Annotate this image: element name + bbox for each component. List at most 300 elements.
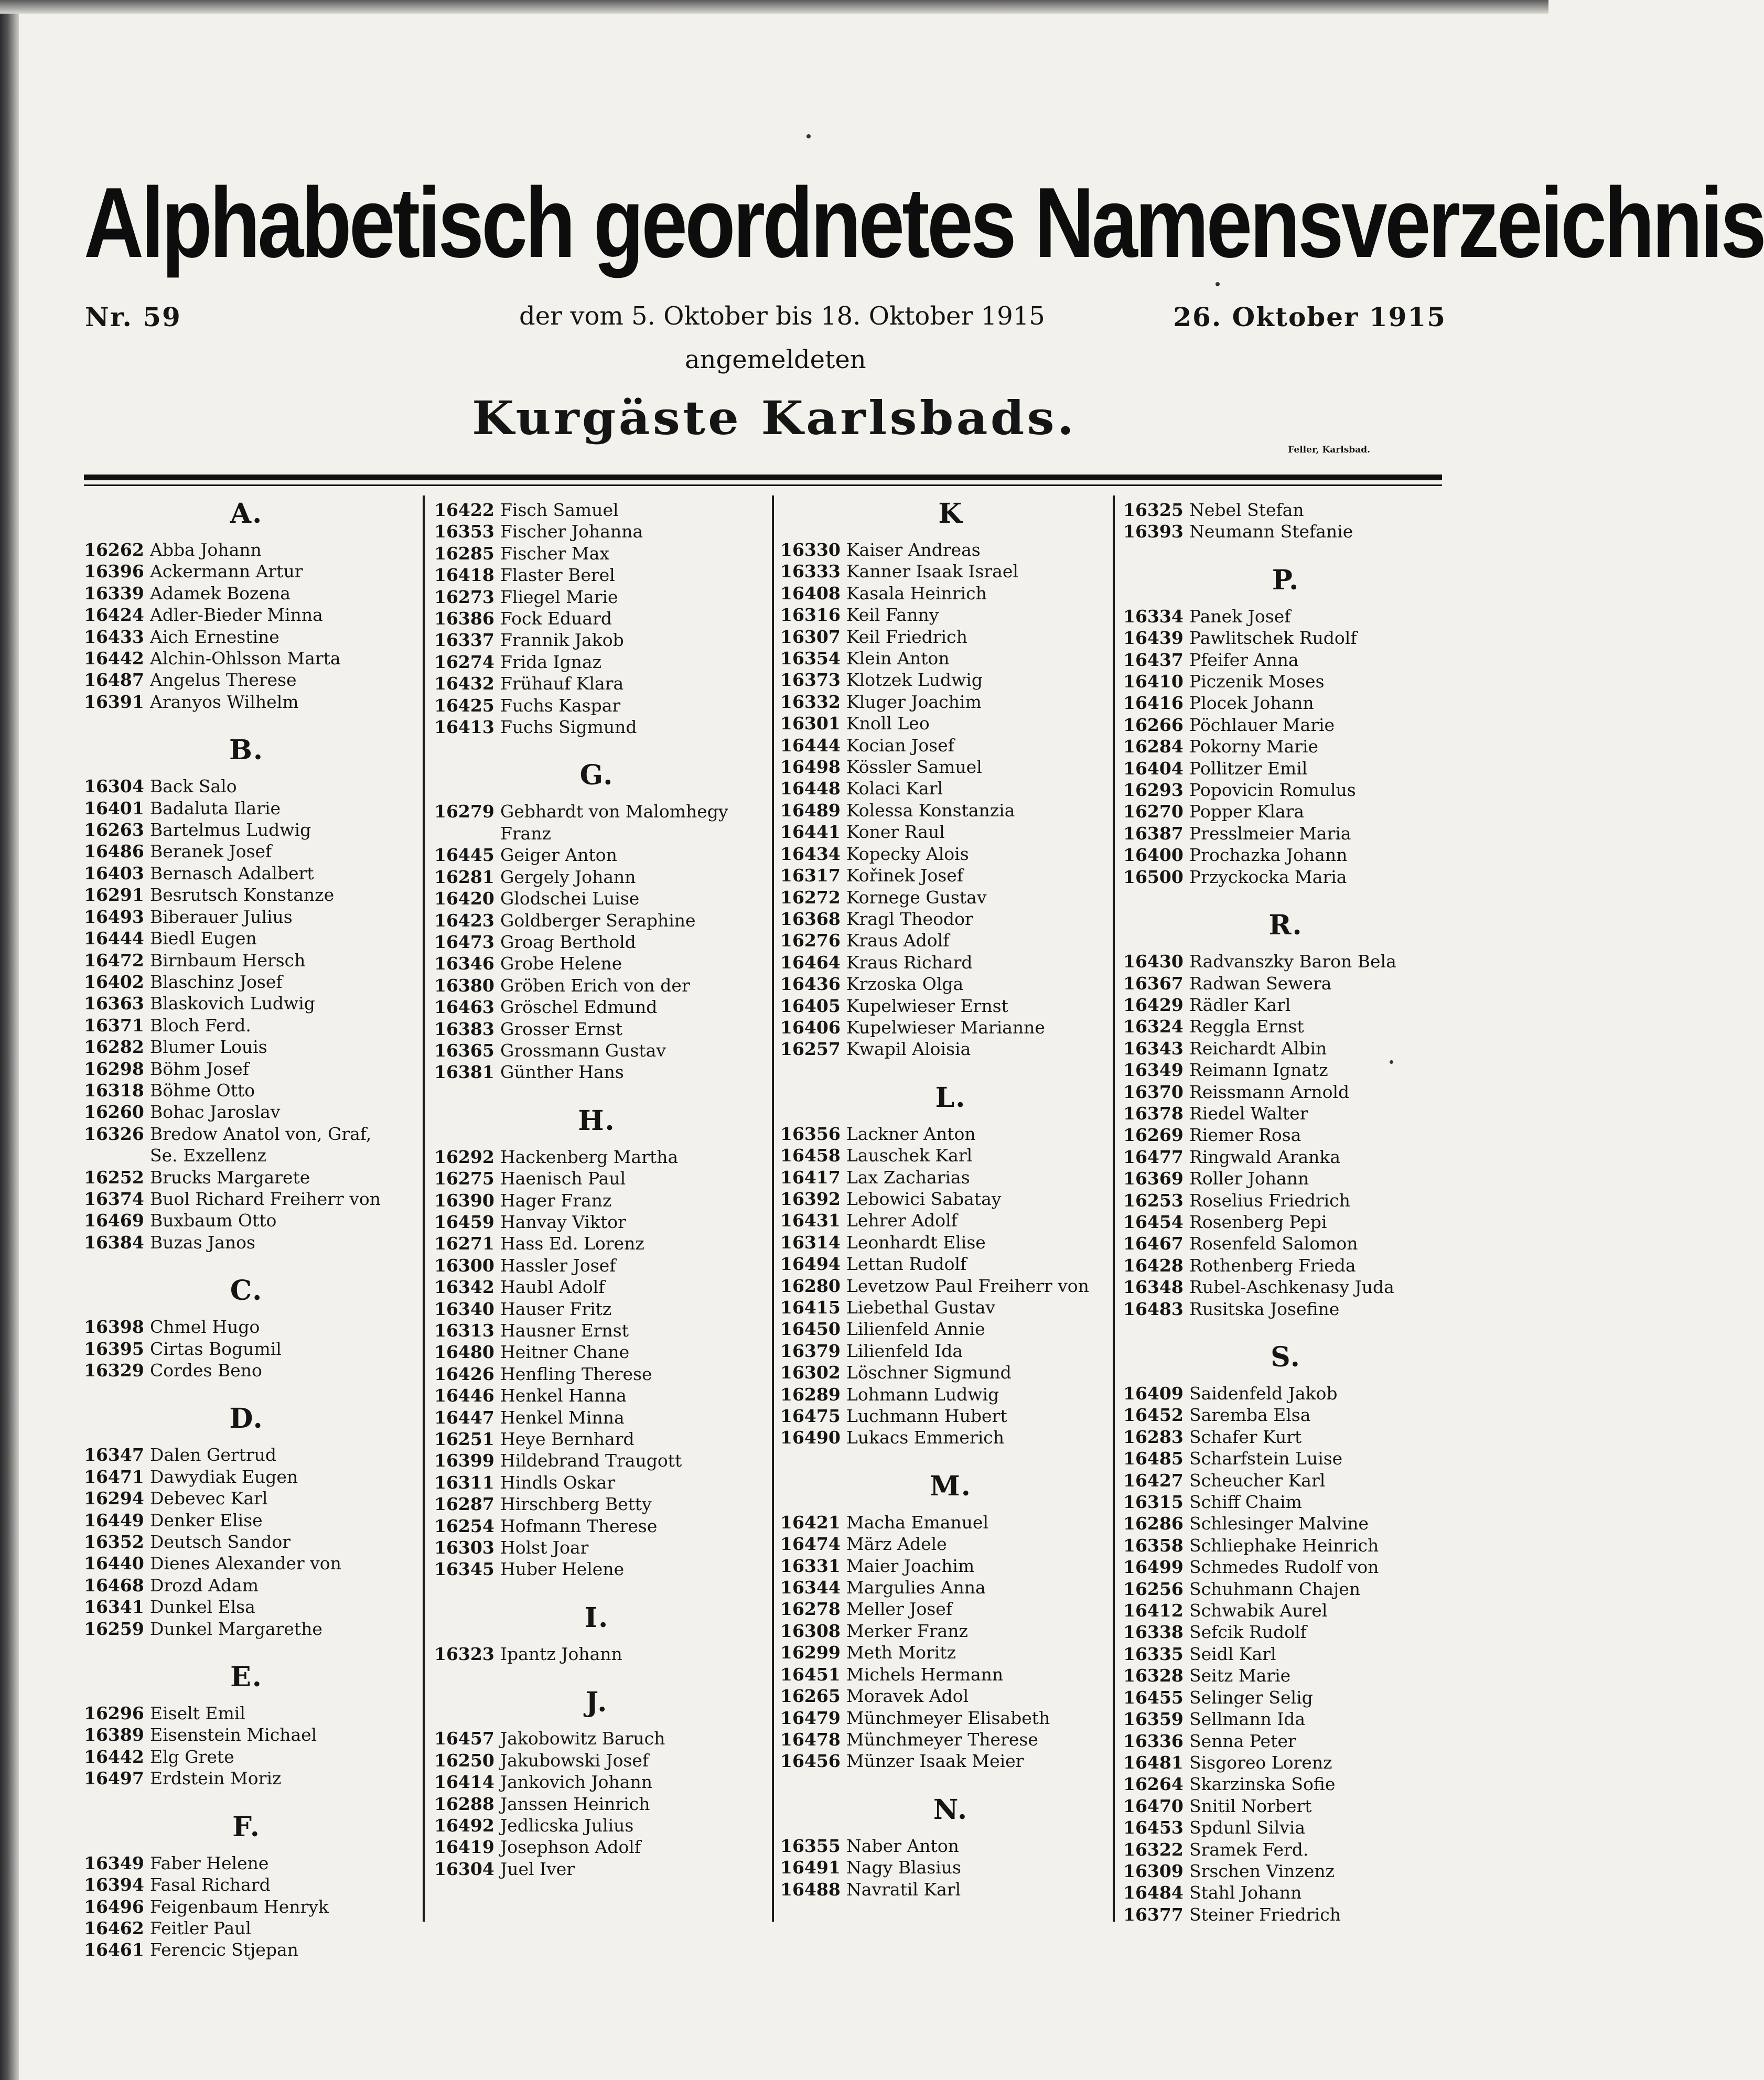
guest-entry [434,931,759,953]
guest-name: Hausner Ernst [500,1320,629,1341]
guest-name: Debevec Karl [150,1488,268,1509]
ink-speck [806,134,811,138]
guest-entry [780,1340,1121,1362]
guest-name: Chmel Hugo [150,1317,260,1338]
guest-number: 16421 [780,1512,841,1533]
guest-number: 16294 [84,1488,144,1509]
guest-entry [1123,1190,1448,1211]
guest-name: Pöchlauer Marie [1189,714,1335,735]
guest-name: Jedlicska Julius [500,1815,634,1836]
header-rule [84,475,1442,480]
guest-name: Fliegel Marie [500,586,618,607]
guest-entry [84,1702,409,1724]
guest-name: Dawydiak Eugen [150,1466,298,1487]
guest-name: Schlesinger Malvine [1189,1513,1369,1534]
guest-entry [1123,779,1448,801]
guest-name: Srschen Vinzenz [1189,1860,1335,1881]
guest-number: 16272 [780,887,841,908]
guest-number: 16422 [434,500,494,520]
guest-entry [780,1620,1121,1642]
guest-name: Besrutsch Konstanze [150,885,335,906]
guest-entry [780,1835,1121,1857]
guest-name: Fischer Johanna [500,521,643,542]
guest-entry [434,1190,759,1211]
guest-number: 16322 [1123,1839,1184,1860]
guest-name: Kasala Heinrich [846,583,987,603]
guest-entry [1123,1426,1448,1448]
guest-number: 16392 [780,1188,841,1209]
guest-name: Münzer Isaak Meier [846,1751,1024,1772]
guest-number: 16414 [434,1772,494,1793]
guest-number: 16264 [1123,1774,1184,1795]
guest-name: Eiselt Emil [150,1703,245,1724]
guest-entry [780,1384,1121,1405]
guest-number: 16452 [1123,1405,1184,1426]
guest-name: Navratil Karl [846,1879,961,1900]
guest-number: 16464 [780,952,841,973]
guest-name: Klein Anton [846,648,950,669]
guest-name: Reissmann Arnold [1189,1081,1350,1102]
guest-number: 16377 [1123,1904,1184,1925]
guest-name: Presslmeier Maria [1189,823,1351,844]
guest-number: 16398 [84,1317,144,1338]
guest-name: Fasal Richard [150,1874,271,1895]
guest-number: 16289 [780,1384,841,1405]
guest-number: 16394 [84,1874,144,1895]
guest-entry [780,1685,1121,1707]
guest-number: 16250 [434,1750,494,1771]
guest-entry [780,930,1121,951]
guest-entry [434,1728,759,1749]
guest-entry [434,1643,759,1665]
guest-name: Fuchs Kaspar [500,695,621,716]
guest-entry [434,499,759,521]
name-column-1 [84,499,409,1961]
guest-name: Cirtas Bogumil [150,1338,282,1359]
guest-entry [1123,1687,1448,1708]
guest-name: Hauser Fritz [500,1298,612,1319]
guest-entry [780,1857,1121,1878]
guest-name: Henkel Minna [500,1407,625,1428]
guest-number: 16439 [1123,628,1184,649]
guest-number: 16378 [1123,1103,1184,1124]
guest-number: 16334 [1123,606,1184,627]
guest-name: Sellmann Ida [1189,1709,1306,1730]
guest-entry [434,586,759,608]
guest-name: Schliephake Heinrich [1189,1535,1379,1556]
section-letter: M. [930,1470,972,1502]
guest-number: 16402 [84,971,144,992]
guest-number: 16487 [84,670,144,691]
guest-entry [84,863,409,884]
guest-number: 16430 [1123,951,1184,972]
guest-entry [84,1080,409,1101]
guest-entry [780,843,1121,865]
guest-name: Kocian Josef [846,735,954,756]
guest-name: Pollitzer Emil [1189,758,1308,779]
guest-name: Badaluta Ilarie [150,797,281,818]
guest-entry [780,1664,1121,1685]
guest-entry [780,887,1121,908]
guest-name: Dunkel Margarethe [150,1618,322,1639]
scan-edge-top [0,0,1548,14]
guest-name: Popovicin Romulus [1189,780,1356,801]
guest-name: Kolessa Konstanzia [846,800,1015,821]
guest-entry [434,844,759,866]
guest-entry [780,1297,1121,1318]
guest-number: 16437 [1123,649,1184,670]
guest-entry [434,1493,759,1515]
guest-name: Seidl Karl [1189,1643,1276,1664]
guest-name: Feigenbaum Henryk [150,1896,329,1917]
guest-entry [1123,1795,1448,1817]
guest-number: 16412 [1123,1600,1184,1621]
guest-number: 16404 [1123,758,1184,779]
guest-number: 16257 [780,1039,841,1060]
guest-entry [84,604,409,626]
section-letter: D. [229,1403,264,1435]
guest-name: Fuchs Sigmund [500,717,637,738]
guest-number: 16426 [434,1363,494,1384]
guest-entry [780,1210,1121,1231]
guest-name: Lauschek Karl [846,1145,973,1166]
guest-entry [1123,627,1448,649]
guest-number: 16309 [1123,1860,1184,1881]
guest-number: 16390 [434,1190,494,1211]
guest-entry [434,1771,759,1793]
guest-number: 16454 [1123,1211,1184,1232]
guest-number: 16383 [434,1018,494,1039]
guest-entry [84,819,409,840]
guest-number: 16445 [434,845,494,866]
guest-number: 16301 [780,713,841,734]
guest-entry [434,629,759,651]
guest-name: Radwan Sewera [1189,973,1332,994]
guest-entry [84,1036,409,1058]
name-column-2 [434,499,759,1880]
guest-entry [84,1123,409,1145]
guest-entry [84,691,409,713]
section-letter: C. [230,1275,263,1307]
guest-number: 16346 [434,953,494,974]
guest-entry [84,1768,409,1789]
guest-entry [780,1318,1121,1340]
section-letter: H. [578,1104,616,1137]
guest-name: Riedel Walter [1189,1103,1308,1124]
guest-number: 16263 [84,820,144,840]
guest-name: Holst Joar [500,1537,589,1558]
guest-number: 16488 [780,1879,841,1900]
guest-name: Lukacs Emmerich [846,1427,1005,1448]
guest-number: 16353 [434,521,494,542]
guest-entry [1123,1643,1448,1665]
guest-number: 16500 [1123,866,1184,887]
guest-entry [780,756,1121,778]
guest-name: Back Salo [150,776,237,797]
guest-number: 16265 [780,1686,841,1707]
guest-name: Grobe Helene [500,953,622,974]
guest-name: Juel Iver [500,1858,575,1879]
guest-number: 16371 [84,1015,144,1036]
guest-name: Lettan Rudolf [846,1254,967,1275]
guest-name: Lebowici Sabatay [846,1188,1002,1209]
guest-number: 16269 [1123,1125,1184,1146]
guest-entry [780,561,1121,582]
guest-number: 16485 [1123,1448,1184,1469]
guest-number: 16358 [1123,1535,1184,1556]
guest-number: 16298 [84,1058,144,1079]
guest-entry [84,971,409,993]
guest-name: Aranyos Wilhelm [150,691,299,712]
guest-entry [434,1341,759,1363]
guest-name: Bloch Ferd. [150,1015,251,1036]
guest-number: 16478 [780,1729,841,1750]
guest-entry [1123,1491,1448,1513]
guest-entry [1123,1621,1448,1643]
section-letter: S. [1271,1341,1301,1373]
guest-number: 16419 [434,1837,494,1858]
guest-number: 16311 [434,1472,494,1493]
guest-entry [780,1145,1121,1166]
section-letter: P. [1272,564,1300,596]
guest-entry [1123,758,1448,779]
guest-entry [1123,649,1448,671]
guest-number: 16486 [84,841,144,862]
guest-name: Huber Helene [500,1559,625,1580]
guest-entry [84,1360,409,1381]
guest-number: 16384 [84,1232,144,1253]
guest-number: 16493 [84,906,144,927]
guest-number: 16475 [780,1406,841,1427]
guest-entry [84,1510,409,1531]
guest-entry [84,1444,409,1465]
guest-name: Hildebrand Traugott [500,1450,682,1471]
guest-number: 16354 [780,648,841,669]
guest-number: 16399 [434,1450,494,1471]
subtitle-dates: der vom 5. Oktober bis 18. Oktober 1915 [519,301,1045,331]
guest-name: Haubl Adolf [500,1277,605,1298]
guest-number: 16497 [84,1768,144,1789]
guest-number: 16387 [1123,823,1184,844]
guest-name: Kořinek Josef [846,865,964,886]
guest-entry [1123,1276,1448,1298]
guest-number: 16266 [1123,714,1184,735]
guest-entry [434,1537,759,1558]
guest-name: Prochazka Johann [1189,845,1348,866]
guest-number: 16293 [1123,780,1184,801]
guest-number: 16331 [780,1555,841,1576]
guest-name: Bohac Jaroslav [150,1102,281,1123]
guest-number: 16343 [1123,1038,1184,1059]
guest-name: Plocek Johann [1189,693,1314,714]
guest-name: Grossmann Gustav [500,1040,666,1061]
guest-number: 16275 [434,1168,494,1189]
guest-entry [780,1577,1121,1598]
guest-number: 16369 [1123,1168,1184,1189]
guest-name: Geiger Anton [500,845,617,866]
section-letter: B. [229,734,264,767]
guest-number: 16365 [434,1040,494,1061]
guest-entry [1123,1298,1448,1320]
guest-number: 16415 [780,1297,841,1318]
guest-number: 16355 [780,1835,841,1856]
guest-name: Stahl Johann [1189,1882,1302,1903]
guest-name: Gröschel Edmund [500,997,658,1018]
guest-name: Böhme Otto [150,1080,255,1101]
guest-name: Glodschei Luise [500,888,640,909]
guest-name: Josephson Adolf [500,1837,641,1858]
name-column-3 [780,499,1121,1900]
guest-name: Haenisch Paul [500,1168,626,1189]
guest-name: Roselius Friedrich [1189,1190,1350,1211]
guest-name: Elg Grete [150,1746,234,1767]
guest-number: 16323 [434,1643,494,1664]
guest-entry [434,1233,759,1254]
guest-entry [780,1750,1121,1772]
guest-number: 16469 [84,1210,144,1231]
guest-number: 16489 [780,800,841,821]
guest-number: 16467 [1123,1233,1184,1254]
guest-name-continuation: Franz [500,823,551,844]
guest-number: 16431 [780,1210,841,1231]
guest-name: Neumann Stefanie [1189,521,1353,542]
guest-name: Kupelwieser Ernst [846,995,1008,1016]
guest-number: 16252 [84,1167,144,1188]
guest-number: 16484 [1123,1882,1184,1903]
guest-entry [1123,823,1448,844]
guest-entry [434,521,759,542]
guest-entry [84,928,409,949]
guest-number: 16444 [780,735,841,756]
guest-entry [84,583,409,604]
guest-name: Bartelmus Ludwig [150,820,311,840]
guest-name: Lehrer Adolf [846,1210,958,1231]
guest-number: 16472 [84,950,144,971]
guest-name: Schuhmann Chajen [1189,1578,1361,1599]
guest-name: Macha Emanuel [846,1512,989,1533]
section-letter: G. [579,759,614,792]
guest-entry [84,1466,409,1488]
guest-number: 16381 [434,1062,494,1083]
guest-name: Krzoska Olga [846,974,964,995]
guest-name: Rädler Karl [1189,994,1291,1015]
guest-number: 16436 [780,974,841,995]
guest-entry [434,1515,759,1537]
section-letter: K [938,498,963,530]
guest-name: Leonhardt Elise [846,1232,986,1253]
guest-entry [84,1210,409,1231]
guest-name: Rusitska Josefine [1189,1298,1340,1319]
guest-name: Senna Peter [1189,1730,1296,1751]
guest-entry [434,1836,759,1858]
guest-number: 16456 [780,1751,841,1772]
guest-entry [1123,1470,1448,1491]
guest-name: Spdunl Silvia [1189,1817,1305,1838]
guest-entry [780,865,1121,886]
guest-entry [434,1815,759,1836]
guest-entry [1123,736,1448,757]
guest-name: Jankovich Johann [500,1772,652,1793]
guest-entry [434,1276,759,1298]
guest-number: 16490 [780,1427,841,1448]
guest-entry [780,583,1121,604]
guest-entry [84,1874,409,1895]
guest-entry [84,1596,409,1618]
guest-number: 16442 [84,1746,144,1767]
guest-entry [1123,1535,1448,1556]
guest-entry [1123,801,1448,822]
guest-number: 16333 [780,561,841,582]
guest-entry [1123,1081,1448,1103]
guest-number: 16270 [1123,801,1184,822]
guest-name: Lilienfeld Ida [846,1340,963,1361]
guest-entry [780,1533,1121,1555]
guest-number: 16300 [434,1255,494,1276]
guest-entry [434,1793,759,1815]
guest-name: Popper Klara [1189,801,1305,822]
guest-number: 16339 [84,583,144,603]
guest-name: Gebhardt von Malomhegy [500,801,728,822]
guest-name: Böhm Josef [150,1058,249,1079]
guest-entry [434,866,759,888]
guest-number: 16338 [1123,1622,1184,1643]
guest-entry [84,648,409,669]
guest-name: Klotzek Ludwig [846,670,983,691]
guest-number: 16453 [1123,1817,1184,1838]
guest-entry [780,1232,1121,1253]
guest-name: Groag Berthold [500,931,636,952]
guest-number: 16370 [1123,1081,1184,1102]
guest-entry [1123,1233,1448,1254]
guest-entry [780,1188,1121,1210]
guest-number: 16429 [1123,994,1184,1015]
guest-name: Hofmann Therese [500,1515,658,1536]
guest-name: Hager Franz [500,1190,612,1211]
guest-number: 16477 [1123,1146,1184,1167]
guest-name: Dalen Gertrud [150,1445,277,1465]
guest-number: 16425 [434,695,494,716]
guest-number: 16341 [84,1597,144,1618]
guest-entry [1123,951,1448,972]
guest-number: 16405 [780,995,841,1016]
guest-entry [434,910,759,931]
guest-name: Hanvay Viktor [500,1211,626,1232]
guest-number: 16417 [780,1167,841,1188]
guest-number: 16313 [434,1320,494,1341]
guest-entry [84,840,409,862]
guest-name: Goldberger Seraphine [500,910,696,931]
guest-number: 16492 [434,1815,494,1836]
guest-number: 16287 [434,1494,494,1515]
guest-number: 16418 [434,565,494,586]
guest-name: Kwapil Aloisia [846,1039,971,1060]
guest-entry [1123,692,1448,714]
guest-entry [434,695,759,716]
guest-entry [84,1488,409,1509]
guest-name: Liebethal Gustav [846,1297,996,1318]
guest-number: 16291 [84,885,144,906]
guest-number: 16441 [780,822,841,843]
scan-edge [0,0,19,2080]
guest-entry [780,1879,1121,1900]
guest-number: 16324 [1123,1016,1184,1037]
guest-name: Steiner Friedrich [1189,1904,1341,1925]
guest-entry [434,564,759,586]
guest-name: Levetzow Paul Freiherr von [846,1275,1089,1296]
guest-entry [434,1211,759,1233]
guest-entry [780,735,1121,756]
guest-number: 16296 [84,1703,144,1724]
